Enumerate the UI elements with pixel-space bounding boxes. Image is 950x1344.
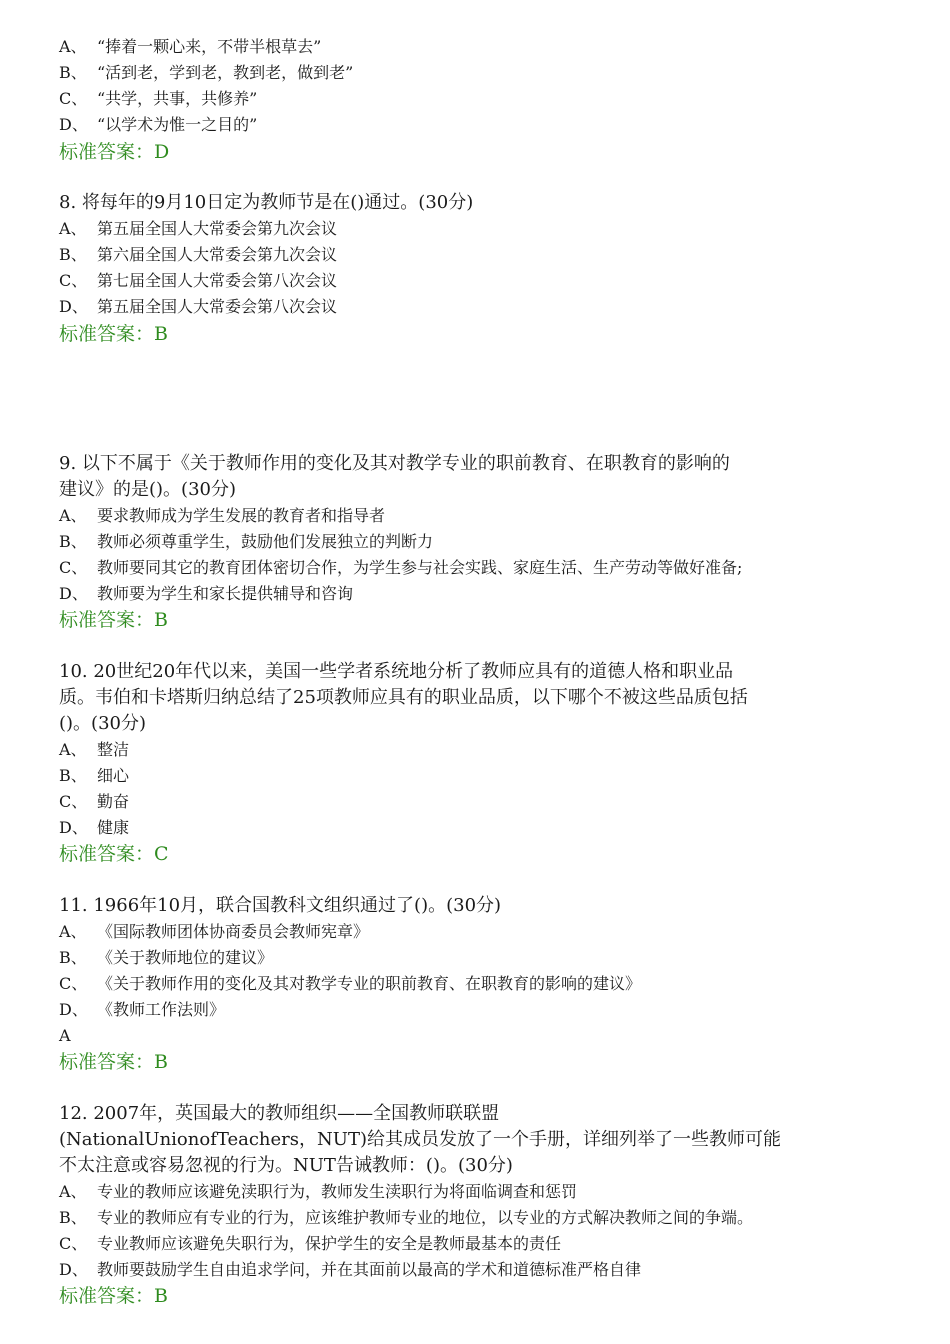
option-text: 教师要为学生和家长提供辅导和咨询: [97, 584, 354, 603]
option-letter: B、: [59, 766, 87, 785]
question-10-text-line3: ()。(30分): [59, 713, 146, 734]
option-letter: B、: [59, 532, 87, 551]
option-letter: D、: [59, 1000, 88, 1019]
question-9-text-line1: 9. 以下不属于《关于教师作用的变化及其对教学专业的职前教育、在职教育的影响的: [59, 453, 730, 474]
question-10-text-line1: 10. 20世纪20年代以来，美国一些学者系统地分析了教师应具有的道德人格和职业品: [59, 661, 734, 682]
question-10-text-line2: 质。韦伯和卡塔斯归纳总结了25项教师应具有的职业品质，以下哪个不被这些品质包括: [59, 687, 748, 708]
option-letter: D、: [59, 297, 88, 316]
option-text: 专业教师应该避免失职行为，保护学生的安全是教师最基本的责任: [97, 1234, 562, 1253]
option-a: [59, 738, 129, 762]
question-8-text: 8. 将每年的9月10日定为教师节是在()通过。(30分): [59, 192, 474, 213]
option-letter: C、: [59, 271, 88, 290]
option-letter: C、: [59, 974, 88, 993]
option-letter: A、: [59, 506, 87, 525]
option-text: “以学术为惟一之目的”: [97, 115, 258, 134]
option-text: 专业的教师应该避免渎职行为，教师发生渎职行为将面临调查和惩罚: [97, 1182, 578, 1201]
option-text: 《国际教师团体协商委员会教师宪章》: [97, 922, 370, 941]
option-letter: B、: [59, 245, 87, 264]
answer-line: 标准答案：B: [59, 609, 168, 631]
answer-line: 标准答案：B: [59, 1051, 168, 1073]
option-text: 细心: [97, 766, 130, 785]
option-d: [59, 295, 337, 319]
option-a: [59, 920, 369, 944]
option-text: 《关于教师作用的变化及其对教学专业的职前教育、在职教育的影响的建议》: [97, 974, 642, 993]
option-b: [59, 1206, 753, 1230]
option-b: [59, 61, 353, 85]
question-11-text: 11. 1966年10月，联合国教科文组织通过了()。(30分): [59, 895, 502, 916]
option-c: [59, 556, 742, 580]
answer-line: 标准答案：C: [59, 843, 169, 865]
option-letter: D、: [59, 115, 88, 134]
option-text: 《关于教师地位的建议》: [97, 948, 274, 967]
option-b: [59, 946, 273, 970]
option-d: [59, 113, 257, 137]
option-letter: A、: [59, 922, 87, 941]
option-letter: B、: [59, 1208, 87, 1227]
option-d: [59, 816, 129, 840]
option-letter: A、: [59, 219, 87, 238]
option-text: 整洁: [97, 740, 130, 759]
option-letter: A、: [59, 37, 87, 56]
option-b: [59, 764, 129, 788]
option-text: 第七届全国人大常委会第八次会议: [97, 271, 338, 290]
option-letter: B、: [59, 63, 87, 82]
option-c: [59, 972, 641, 996]
option-d: [59, 998, 225, 1022]
answer-line: 标准答案：D: [59, 141, 170, 163]
question-12-text-line2: (NationalUnionofTeachers，NUT)给其成员发放了一个手册，详细列举了一些教师可能: [59, 1129, 781, 1150]
option-letter: C、: [59, 89, 88, 108]
option-letter: D、: [59, 584, 88, 603]
option-letter: B、: [59, 948, 87, 967]
option-c: [59, 269, 337, 293]
option-d: [59, 1258, 641, 1282]
option-text: 要求教师成为学生发展的教育者和指导者: [97, 506, 386, 525]
option-c: [59, 1232, 561, 1256]
option-c: [59, 87, 257, 111]
option-b: [59, 530, 433, 554]
option-a: [59, 504, 385, 528]
answer-line: 标准答案：B: [59, 1285, 168, 1307]
option-text: “捧着一颗心来，不带半根草去”: [97, 37, 322, 56]
question-9-text-line2: 建议》的是()。(30分): [59, 479, 236, 500]
option-text: 教师要同其它的教育团体密切合作，为学生参与社会实践、家庭生活、生产劳动等做好准备;: [97, 558, 743, 577]
option-letter: C、: [59, 792, 88, 811]
option-a: [59, 35, 321, 59]
option-d: [59, 582, 353, 606]
option-text: “共学，共事，共修养”: [97, 89, 258, 108]
answer-line: 标准答案：B: [59, 323, 168, 345]
option-text: 第五届全国人大常委会第八次会议: [97, 297, 338, 316]
option-letter: D、: [59, 1260, 88, 1279]
option-letter: A、: [59, 1182, 87, 1201]
option-text: 勤奋: [97, 792, 130, 811]
option-text: 第五届全国人大常委会第九次会议: [97, 219, 338, 238]
option-text: 《教师工作法则》: [97, 1000, 226, 1019]
option-text: 健康: [97, 818, 130, 837]
option-a: [59, 217, 337, 241]
stray-answer-letter: A: [59, 1026, 71, 1045]
option-letter: D、: [59, 818, 88, 837]
option-c: [59, 790, 129, 814]
option-letter: C、: [59, 1234, 88, 1253]
question-12-text-line3: 不太注意或容易忽视的行为。NUT告诫教师：()。(30分): [59, 1155, 513, 1176]
option-letter: C、: [59, 558, 88, 577]
option-b: [59, 243, 337, 267]
option-text: 教师要鼓励学生自由追求学问，并在其面前以最高的学术和道德标准严格自律: [97, 1260, 642, 1279]
option-text: 专业的教师应有专业的行为，应该维护教师专业的地位，以专业的方式解决教师之间的争端。: [97, 1208, 754, 1227]
option-letter: A、: [59, 740, 87, 759]
option-text: 教师必须尊重学生，鼓励他们发展独立的判断力: [97, 532, 434, 551]
option-a: [59, 1180, 577, 1204]
question-12-text-line1: 12. 2007年，英国最大的教师组织——全国教师联联盟: [59, 1103, 500, 1124]
option-text: 第六届全国人大常委会第九次会议: [97, 245, 338, 264]
option-text: “活到老，学到老，教到老，做到老”: [97, 63, 354, 82]
